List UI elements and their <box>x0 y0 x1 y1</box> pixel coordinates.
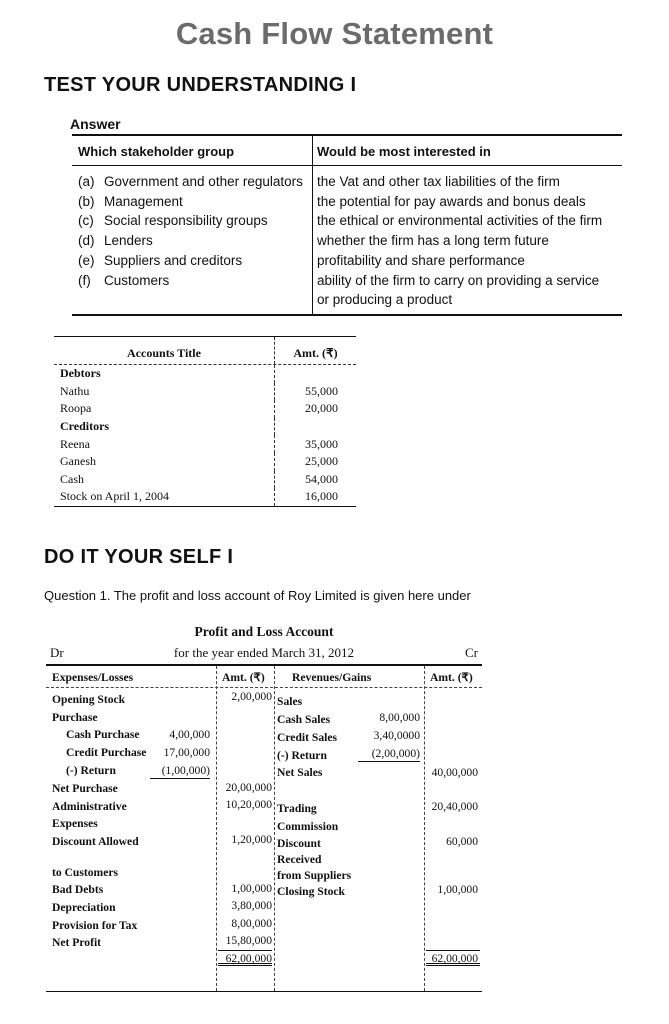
stakeholder-group: Government and other regulators <box>104 174 303 189</box>
row-letter: (b) <box>78 193 95 209</box>
pl-cash-purchase-amt: 4,00,000 <box>169 728 210 741</box>
stakeholder-table <box>72 134 622 316</box>
account-amount: 16,000 <box>274 488 356 506</box>
pl-opening-stock-amt: 2,00,000 <box>231 690 272 703</box>
pl-header-row <box>46 666 482 688</box>
row-letter: (c) <box>78 213 94 229</box>
col-header-amount: Amt. (₹) <box>274 337 356 364</box>
account-title: Nathu <box>60 383 90 398</box>
pl-cash-purchase: Cash Purchase <box>66 728 140 741</box>
pl-sales-return: (-) Return <box>277 749 327 762</box>
table-row <box>54 383 356 401</box>
stakeholder-group-column <box>72 166 313 314</box>
pl-cr-label: Cr <box>465 645 478 660</box>
pl-left-total: 62,00,000 <box>225 952 272 965</box>
pl-net-sales-amt: 40,00,000 <box>431 766 478 779</box>
pl-net-purchase-amt: 20,00,000 <box>225 781 272 794</box>
interest-text: whether the firm has a long term future <box>317 233 549 249</box>
column-divider <box>274 666 275 991</box>
pl-net-purchase: Net Purchase <box>52 782 118 795</box>
row-letter: (d) <box>78 233 95 249</box>
pl-table <box>46 664 482 992</box>
pl-right-total-box <box>426 950 480 966</box>
interest-text: ability of the firm to carry on providing a service <box>317 272 600 288</box>
account-title: Stock on April 1, 2004 <box>60 489 170 504</box>
account-title: Debtors <box>60 366 101 381</box>
pl-header-revenues: Revenues/Gains <box>292 671 372 684</box>
account-amount: 35,000 <box>274 435 356 453</box>
pl-closing-stock: Closing Stock <box>277 885 345 898</box>
question-text: Question 1. The profit and loss account of Roy Limited is given here under <box>44 588 471 603</box>
pl-expenses: Expenses <box>52 817 98 830</box>
table-row <box>54 418 356 436</box>
stakeholder-group: Customers <box>104 272 170 288</box>
table-row <box>78 192 312 212</box>
stakeholder-group: Suppliers and creditors <box>104 252 243 268</box>
pl-bad-debts-amt: 1,00,000 <box>231 882 272 895</box>
pl-discount-amt: 60,000 <box>446 835 478 848</box>
pl-discount-allowed: Discount Allowed <box>52 835 139 848</box>
col-header-stakeholder-group: Which stakeholder group <box>72 136 313 165</box>
account-title: Cash <box>60 471 84 486</box>
table-row <box>54 400 356 418</box>
account-amount: 55,000 <box>274 383 356 401</box>
pl-sales: Sales <box>277 695 303 708</box>
pl-cash-sales: Cash Sales <box>277 713 331 726</box>
pl-bad-debts: Bad Debts <box>52 883 104 896</box>
pl-commission: Commission <box>277 820 339 833</box>
table-row <box>78 251 312 271</box>
account-amount <box>274 418 356 436</box>
pl-depreciation-amt: 3,80,000 <box>231 899 272 912</box>
account-title: Creditors <box>60 419 110 434</box>
pl-opening-stock: Opening Stock <box>52 693 126 706</box>
account-amount: 54,000 <box>274 471 356 489</box>
stakeholder-group: Social responsibility groups <box>104 213 268 229</box>
pl-cash-sales-amt: 8,00,000 <box>379 711 420 724</box>
accounts-table <box>54 336 356 507</box>
stakeholder-table-body <box>72 166 622 314</box>
stakeholder-group: Lenders <box>104 233 153 249</box>
pl-credit-purchase-amt: 17,00,000 <box>163 746 210 759</box>
pl-purchase-return-amt: (1,00,000) <box>150 764 210 779</box>
page-title: Cash Flow Statement <box>175 16 494 51</box>
pl-from-suppliers: from Suppliers <box>277 869 352 882</box>
pl-discount-allowed-amt: 1,20,000 <box>231 833 272 846</box>
pl-sales-return-amt: (2,00,000) <box>358 747 420 762</box>
table-row <box>54 435 356 453</box>
interest-text: profitability and share performance <box>317 252 525 268</box>
interest-text: the potential for pay awards and bonus deals <box>317 193 586 209</box>
pl-header-amt-right: Amt. (₹) <box>430 671 473 684</box>
pl-left-total-box <box>218 950 272 966</box>
pl-net-profit-amt: 15,80,000 <box>225 934 272 947</box>
table-row <box>54 488 356 506</box>
pl-to-customers: to Customers <box>52 866 119 879</box>
pl-period: for the year ended March 31, 2012 <box>173 645 355 660</box>
pl-right-total: 62,00,000 <box>431 952 478 965</box>
pl-header-expenses: Expenses/Losses <box>52 671 134 684</box>
stakeholder-table-header <box>72 136 622 166</box>
table-row <box>78 172 312 192</box>
table-row <box>54 365 356 383</box>
pl-trading: Trading <box>277 802 317 815</box>
account-amount <box>274 365 356 383</box>
pl-provision-for-tax: Provision for Tax <box>52 919 138 932</box>
row-letter: (a) <box>78 174 95 189</box>
profit-loss-account <box>46 624 482 992</box>
pl-received: Received <box>277 853 322 866</box>
section-heading-test-your-understanding: TEST YOUR UNDERSTANDING I <box>44 74 357 96</box>
pl-net-profit: Net Profit <box>52 936 102 949</box>
row-letter: (e) <box>78 252 95 268</box>
row-letter: (f) <box>78 272 91 288</box>
interest-text: the Vat and other tax liabilities of the firm <box>317 174 560 189</box>
pl-trading-amt: 20,40,000 <box>431 800 478 813</box>
pl-purchase-return: (-) Return <box>66 764 116 777</box>
pl-administrative-amt: 10,20,000 <box>225 798 272 811</box>
answer-label: Answer <box>70 116 121 132</box>
column-divider <box>216 666 217 991</box>
section-heading-do-it-yourself: DO IT YOUR SELF I <box>44 546 234 568</box>
table-row <box>78 211 312 231</box>
pl-credit-sales-amt: 3,40,0000 <box>373 729 420 742</box>
accounts-table-header <box>54 337 356 365</box>
interest-text: the ethical or environmental activities of the firm <box>317 213 603 229</box>
pl-discount: Discount <box>277 837 321 850</box>
stakeholder-group: Management <box>104 193 183 209</box>
col-header-interest: Would be most interested in <box>317 144 491 159</box>
pl-net-sales: Net Sales <box>277 766 323 779</box>
table-row <box>54 471 356 489</box>
account-amount: 25,000 <box>274 453 356 471</box>
pl-subtitle-row <box>46 642 482 664</box>
table-row <box>78 231 312 251</box>
account-title: Reena <box>60 436 90 451</box>
interest-column <box>313 166 622 314</box>
pl-closing-stock-amt: 1,00,000 <box>437 883 478 896</box>
col-header-accounts-title: Accounts Title <box>127 346 201 360</box>
pl-depreciation: Depreciation <box>52 901 116 914</box>
column-divider <box>424 666 425 991</box>
account-amount: 20,000 <box>274 400 356 418</box>
pl-header-amt-left: Amt. (₹) <box>222 671 265 684</box>
pl-provision-for-tax-amt: 8,00,000 <box>231 917 272 930</box>
pl-purchase: Purchase <box>52 711 98 724</box>
table-row <box>54 453 356 471</box>
account-title: Ganesh <box>60 454 96 469</box>
pl-credit-sales: Credit Sales <box>277 731 338 744</box>
pl-credit-purchase: Credit Purchase <box>66 746 147 759</box>
interest-text-continued: or producing a product <box>317 292 453 308</box>
account-title: Roopa <box>60 401 92 416</box>
pl-administrative: Administrative <box>52 800 127 813</box>
pl-title: Profit and Loss Account <box>194 624 334 639</box>
table-row <box>78 271 312 291</box>
pl-dr-label: Dr <box>50 645 64 660</box>
